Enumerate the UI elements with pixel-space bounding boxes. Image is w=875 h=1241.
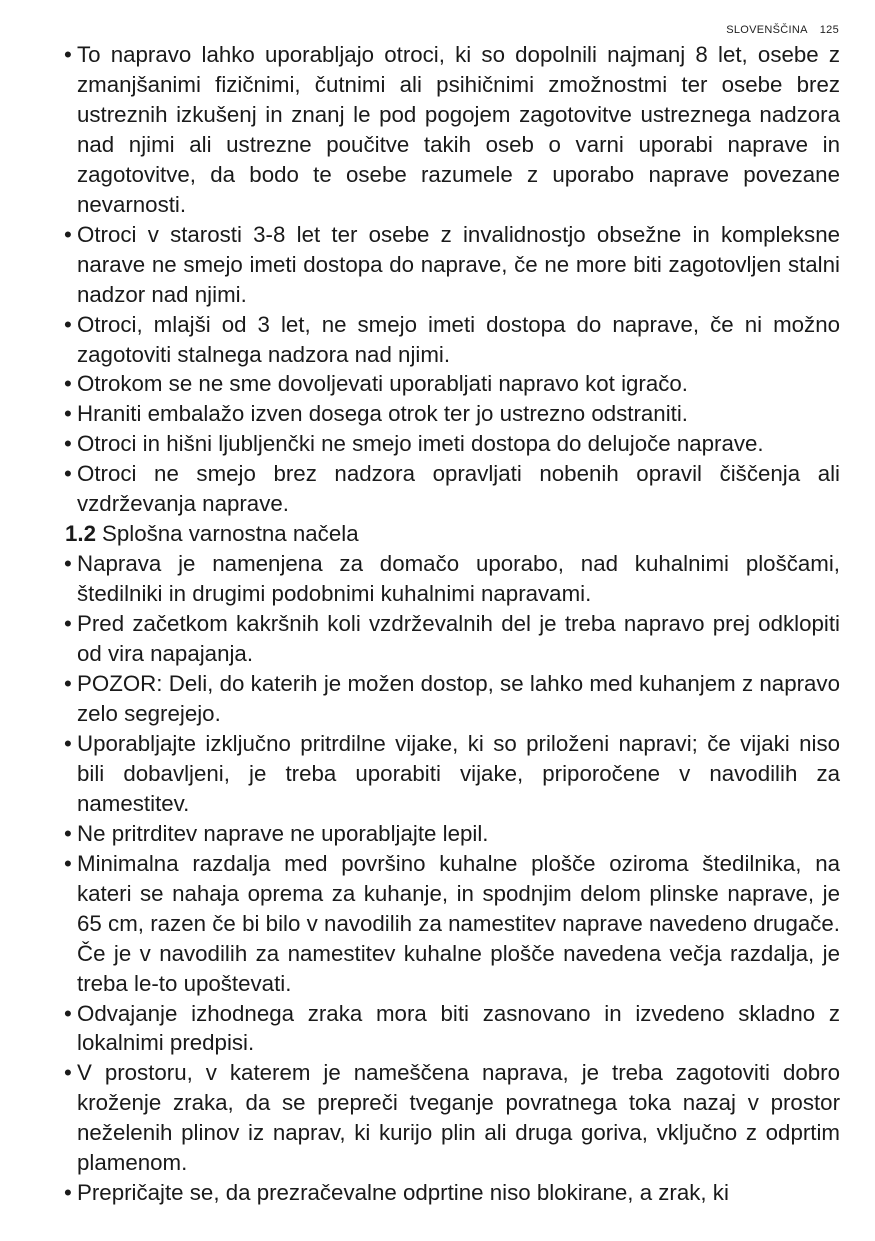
section-title: Splošna varnostna načela (102, 521, 359, 547)
header-language: SLOVENŠČINA (726, 24, 808, 36)
bullet-item: • Otrokom se ne sme dovoljevati uporabljati napravo kot igračo. (64, 369, 840, 399)
bullet-item: • Prepričajte se, da prezračevalne odprtine niso blokirane, a zrak, ki (64, 1178, 840, 1208)
section-heading (64, 519, 840, 549)
bullet-item: • POZOR: Deli, do katerih je možen dostop, se lahko med kuhanjem z napravo zelo segrejejo. (64, 669, 840, 729)
bullet-item: • Otroci ne smejo brez nadzora opravljati nobenih opravil čiščenja ali vzdrževanja naprave. (64, 459, 840, 519)
section-number: 1.2 (65, 521, 96, 547)
page-header (726, 24, 839, 36)
bullet-item: • To napravo lahko uporabljajo otroci, ki so dopolnili najmanj 8 let, osebe z zmanjšanimi fizičnimi, čutnimi ali psihičnimi zmožnostmi ter osebe brez ustreznih izkušenj in znanj le pod pogojem zagotovitve ustreznega nadzora nad njimi ali ustrezne poučitve takih oseb o varni uporabi naprave in zagotovitve, da bodo te osebe razumele z uporabo naprave povezane nevarnosti. (64, 40, 840, 220)
bullet-item: • Otroci in hišni ljubljenčki ne smejo imeti dostopa do delujoče naprave. (64, 429, 840, 459)
bullet-item: • Uporabljajte izključno pritrdilne vijake, ki so priloženi napravi; če vijaki niso bili dobavljeni, je treba uporabiti vijake, priporočene v navodilih za namestitev. (64, 729, 840, 819)
bullet-item: • Hraniti embalažo izven dosega otrok ter jo ustrezno odstraniti. (64, 399, 840, 429)
bullet-item: • Odvajanje izhodnega zraka mora biti zasnovano in izvedeno skladno z lokalnimi predpisi. (64, 999, 840, 1059)
bullet-item: • Otroci v starosti 3-8 let ter osebe z invalidnostjo obsežne in kompleksne narave ne smejo imeti dostopa do naprave, če ne more biti zagotovljen stalni nadzor nad njimi. (64, 220, 840, 310)
bullet-item: • Ne pritrditev naprave ne uporabljajte lepil. (64, 819, 840, 849)
page-number: 125 (819, 24, 839, 36)
bullet-item: • V prostoru, v katerem je nameščena naprava, je treba zagotoviti dobro kroženje zraka, da se prepreči tveganje povratnega toka nazaj v prostor neželenih plinov iz naprav, ki kurijo plin ali druga goriva, vključno z odprtim plamenom. (64, 1058, 840, 1178)
bullet-item: • Pred začetkom kakršnih koli vzdrževalnih del je treba napravo prej odklopiti od vira napajanja. (64, 609, 840, 669)
bullet-item: • Naprava je namenjena za domačo uporabo, nad kuhalnimi ploščami, štedilniki in drugimi podobnimi kuhalnimi napravami. (64, 549, 840, 609)
bullet-item: • Minimalna razdalja med površino kuhalne plošče oziroma štedilnika, na kateri se nahaja oprema za kuhanje, in spodnjim delom plinske naprave, je 65 cm, razen če bi bilo v navodilih za namestitev naprave navedeno drugače. Če je v navodilih za namestitev kuhalne plošče navedena večja razdalja, je treba le-to upoštevati. (64, 849, 840, 999)
bullet-item: • Otroci, mlajši od 3 let, ne smejo imeti dostopa do naprave, če ni možno zagotoviti stalnega nadzora nad njimi. (64, 310, 840, 370)
document-body (64, 40, 840, 1208)
